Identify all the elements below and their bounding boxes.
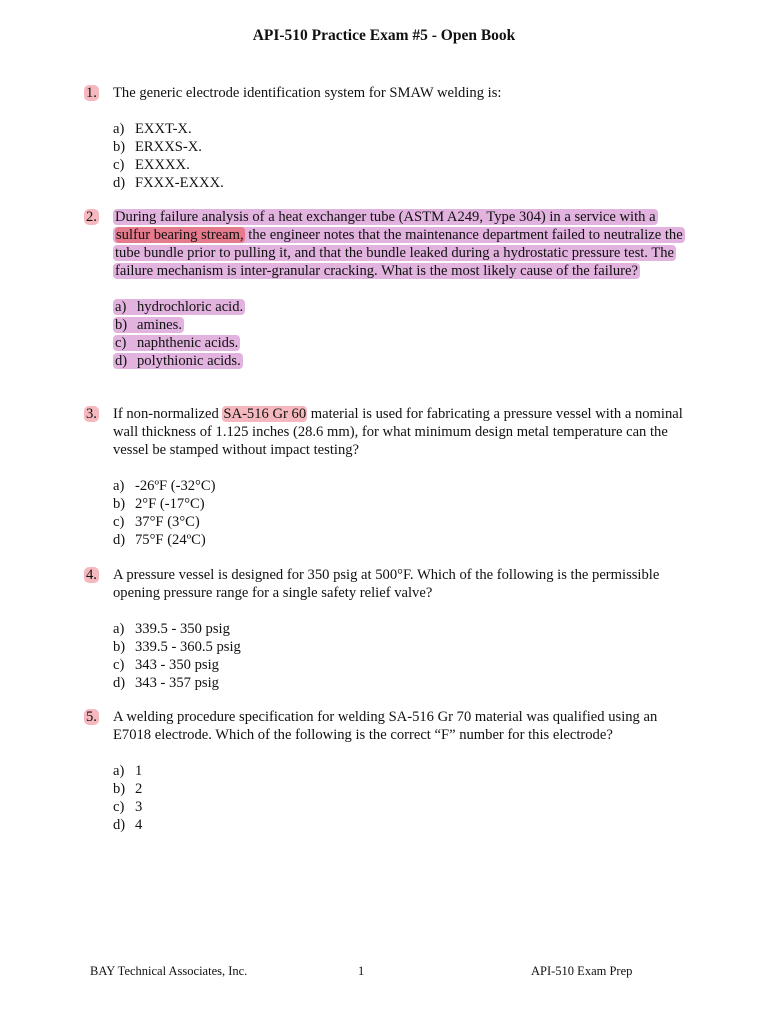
option-b: b) 339.5 - 360.5 psig	[113, 639, 241, 655]
option-a: a) 339.5 - 350 psig	[113, 621, 230, 637]
footer-company: BAY Technical Associates, Inc.	[90, 964, 248, 978]
question-number: 2.	[86, 209, 97, 225]
question-number: 1.	[86, 85, 97, 101]
option-c: c) 3	[113, 799, 143, 815]
highlighted-text: SA-516 Gr 60	[223, 406, 307, 422]
option-a: a) 1	[113, 763, 143, 779]
option-b: b) 2°F (-17°C)	[113, 496, 205, 512]
option-a: a) -26ºF (-32°C)	[113, 478, 216, 494]
question-5	[86, 708, 686, 834]
question-text	[113, 208, 686, 280]
option-d: d) polythionic acids.	[115, 353, 241, 369]
question-text: If non-normalized SA-516 Gr 60 material is used for fabricating a pressure vessel with a nominal wall thickness of 1.125 inches (28.6 mm), for what minimum design metal temperature can the vessel be stamped without impact testing?	[113, 406, 683, 458]
option-b: b) 2	[113, 781, 143, 797]
option-b: b) amines.	[115, 317, 182, 333]
option-a: a) EXXT-X.	[113, 121, 192, 137]
option-c: c) EXXXX.	[113, 157, 190, 173]
question-3	[86, 405, 686, 549]
question-number: 5.	[86, 709, 97, 725]
answer-options	[113, 120, 686, 192]
question-text: The generic electrode identification system for SMAW welding is:	[113, 85, 502, 101]
question-1	[86, 84, 686, 192]
question-number: 4.	[86, 567, 97, 583]
option-d: d) 75°F (24ºC)	[113, 532, 206, 548]
answer-options	[113, 620, 686, 692]
question-4	[86, 566, 686, 692]
option-d: d) FXXX-EXXX.	[113, 175, 224, 191]
option-c: c) 343 - 350 psig	[113, 657, 219, 673]
option-a: a) hydrochloric acid.	[115, 299, 244, 315]
highlighted-text-continued: the engineer notes that the maintenance department failed to neutralize the tube bundle prior to pulling it, and that the bundle leaked during a hydrostatic pressure test. The failure mechanism is inter-granular cracking. What is the most likely cause of the failure?	[115, 227, 683, 279]
option-b: b) ERXXS-X.	[113, 139, 202, 155]
question-number: 3.	[86, 406, 97, 422]
answer-options	[113, 762, 686, 834]
option-c: c) naphthenic acids.	[115, 335, 239, 351]
question-2	[86, 208, 686, 370]
footer-page-number: 1	[358, 964, 365, 978]
footer-doc-title: API-510 Exam Prep	[531, 964, 633, 978]
answer-options	[113, 298, 686, 370]
highlighted-text: During failure analysis of a heat exchanger tube (ASTM A249, Type 304) in a service with a	[115, 209, 656, 225]
question-text: A welding procedure specification for welding SA-516 Gr 70 material was qualified using an E7018 electrode. Which of the following is the correct “F” number for this electrode?	[113, 709, 658, 743]
red-highlighted-text: sulfur bearing stream,	[116, 227, 244, 243]
answer-options	[113, 477, 686, 549]
option-c: c) 37°F (3°C)	[113, 514, 200, 530]
question-text: A pressure vessel is designed for 350 psig at 500°F. Which of the following is the permissible opening pressure range for a single safety relief valve?	[113, 567, 660, 601]
option-d: d) 4	[113, 817, 143, 833]
page-title: API-510 Practice Exam #5 - Open Book	[252, 27, 516, 44]
option-d: d) 343 - 357 psig	[113, 675, 219, 691]
